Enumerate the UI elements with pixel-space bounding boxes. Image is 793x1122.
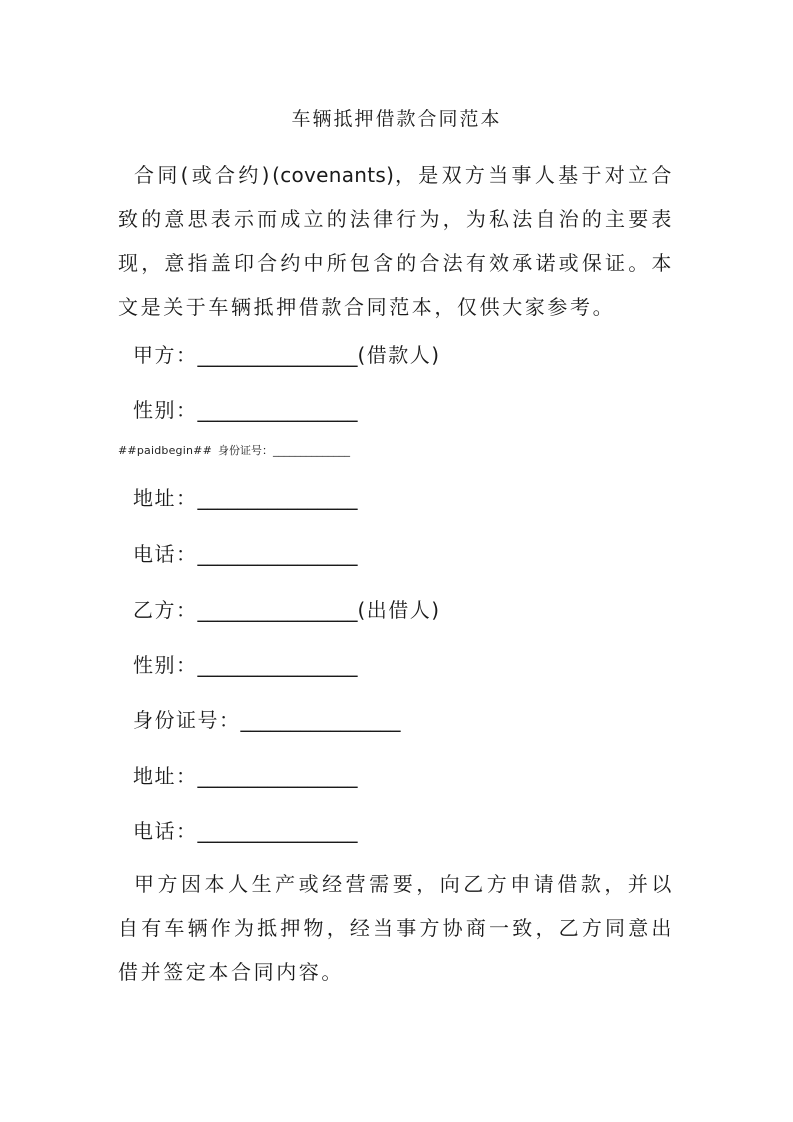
party-a-label: 甲方： <box>133 343 198 367</box>
party-b-phone-blank: ________________ <box>197 819 358 843</box>
party-a-id-line <box>118 443 350 459</box>
intro-text-pre: 合同(或合约) <box>134 163 273 187</box>
party-a-address-line <box>133 484 358 512</box>
party-b-phone-label: 电话： <box>133 819 198 843</box>
intro-paragraph <box>118 153 674 329</box>
party-b-gender-label: 性别： <box>133 653 198 677</box>
intro-text-latin: (covenants) <box>272 163 395 187</box>
party-b-id-blank: ________________ <box>240 708 401 732</box>
party-a-id-blank: ______________ <box>273 444 350 457</box>
party-b-line <box>133 596 441 624</box>
intro-text-post: ，是双方当事人基于对立合致的意思表示而成立的法律行为，为私法自治的主要表现，意指盖印合约中所包含的合法有效承诺或保证。本文是关于车辆抵押借款合同范本，仅供大家参考。 <box>118 163 675 319</box>
party-b-address-blank: ________________ <box>197 764 358 788</box>
party-a-line <box>133 341 441 369</box>
document-title: 车辆抵押借款合同范本 <box>291 108 502 130</box>
party-b-phone-line <box>133 817 358 845</box>
party-a-gender-label: 性别： <box>133 398 198 422</box>
party-b-id-line <box>133 706 401 734</box>
party-a-address-blank: ________________ <box>197 486 358 510</box>
party-a-gender-line <box>133 396 358 424</box>
party-a-id-label: 身份证号： <box>218 444 273 457</box>
party-b-address-label: 地址： <box>133 764 198 788</box>
party-b-gender-line <box>133 651 358 679</box>
party-b-blank: ________________ <box>197 598 358 622</box>
paid-begin-marker: ##paidbegin## <box>118 444 212 457</box>
party-a-phone-blank: ________________ <box>197 542 358 566</box>
party-a-phone-line <box>133 540 358 568</box>
party-a-gender-blank: ________________ <box>197 398 358 422</box>
party-b-address-line <box>133 762 358 790</box>
party-a-address-label: 地址： <box>133 486 198 510</box>
party-b-label: 乙方： <box>133 598 198 622</box>
party-a-role: (借款人) <box>357 343 441 367</box>
party-b-role: (出借人) <box>357 598 441 622</box>
party-a-blank: ________________ <box>197 343 358 367</box>
party-b-id-label: 身份证号： <box>133 708 241 732</box>
party-a-phone-label: 电话： <box>133 542 198 566</box>
party-b-gender-blank: ________________ <box>197 653 358 677</box>
closing-paragraph: 甲方因本人生产或经营需要，向乙方申请借款，并以自有车辆作为抵押物，经当事方协商一致，乙方同意出借并签定本合同内容。 <box>118 872 674 984</box>
